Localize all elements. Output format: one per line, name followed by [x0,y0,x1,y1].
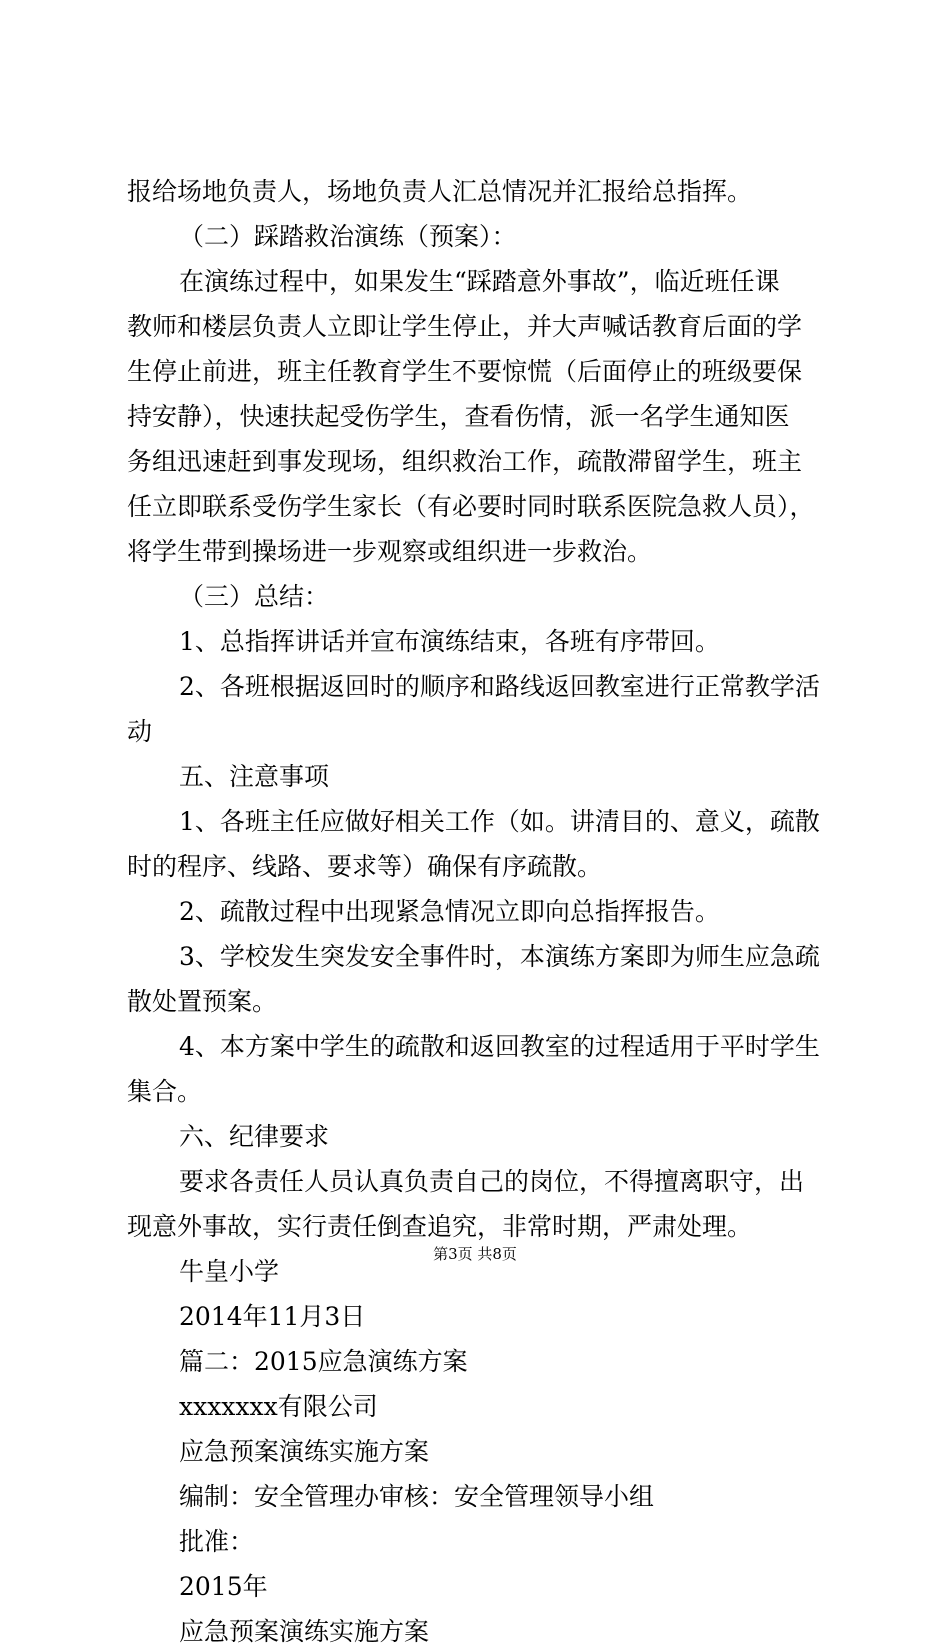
text-line: 时的程序、线路、要求等）确保有序疏散。 [127,852,603,881]
text-line: 动 [127,717,153,746]
text-line: 务组迅速赶到事发现场，组织救治工作，疏散滞留学生，班主 [127,447,803,476]
text-line: 批准： [179,1527,255,1556]
text-line: xxxxxxx有限公司 [179,1392,378,1421]
text-line: 4、本方案中学生的疏散和返回教室的过程适用于平时学生 [179,1032,820,1061]
text-line: 在演练过程中，如果发生“踩踏意外事故”，临近班任课 [179,267,780,296]
text-line: 五、注意事项 [179,762,330,791]
document-body [127,177,837,1647]
text-line: 2、各班根据返回时的顺序和路线返回教室进行正常教学活 [179,672,820,701]
text-line: 篇二：2015应急演练方案 [179,1347,468,1376]
text-line: （二）踩踏救治演练（预案）： [179,222,517,251]
text-line: 现意外事故，实行责任倒查追究，非常时期，严肃处理。 [127,1212,753,1241]
text-line: 散处置预案。 [127,987,278,1016]
text-line: 编制：安全管理办审核：安全管理领导小组 [179,1482,655,1511]
text-line: 要求各责任人员认真负责自己的岗位，不得擅离职守，出 [179,1167,805,1196]
text-line: 报给场地负责人，场地负责人汇总情况并汇报给总指挥。 [127,177,753,206]
text-line: 牛皇小学 [179,1257,280,1286]
text-line: 将学生带到操场进一步观察或组织进一步救治。 [127,537,653,566]
text-line: 六、纪律要求 [179,1122,330,1151]
text-line: 2015年 [179,1572,268,1601]
text-line: 应急预案演练实施方案 [179,1437,430,1466]
text-line: 任立即联系受伤学生家长（有必要时同时联系医院急救人员）， [127,492,815,521]
text-line: （三）总结： [179,582,330,611]
text-line: 1、各班主任应做好相关工作（如。讲清目的、意义，疏散 [179,807,820,836]
text-line: 持安静），快速扶起受伤学生，查看伤情，派一名学生通知医 [127,402,790,431]
text-line: 3、学校发生突发安全事件时，本演练方案即为师生应急疏 [179,942,820,971]
text-line: 应急预案演练实施方案 [179,1617,430,1646]
text-line: 1、总指挥讲话并宣布演练结束，各班有序带回。 [179,627,720,656]
text-line: 生停止前进，班主任教育学生不要惊慌（后面停止的班级要保 [127,357,803,386]
text-line: 教师和楼层负责人立即让学生停止，并大声喊话教育后面的学 [127,312,803,341]
text-line: 集合。 [127,1077,203,1106]
page-footer: 第3页 共8页 [433,1245,517,1263]
text-line: 2、疏散过程中出现紧急情况立即向总指挥报告。 [179,897,720,926]
text-line: 2014年11月3日 [179,1302,366,1331]
